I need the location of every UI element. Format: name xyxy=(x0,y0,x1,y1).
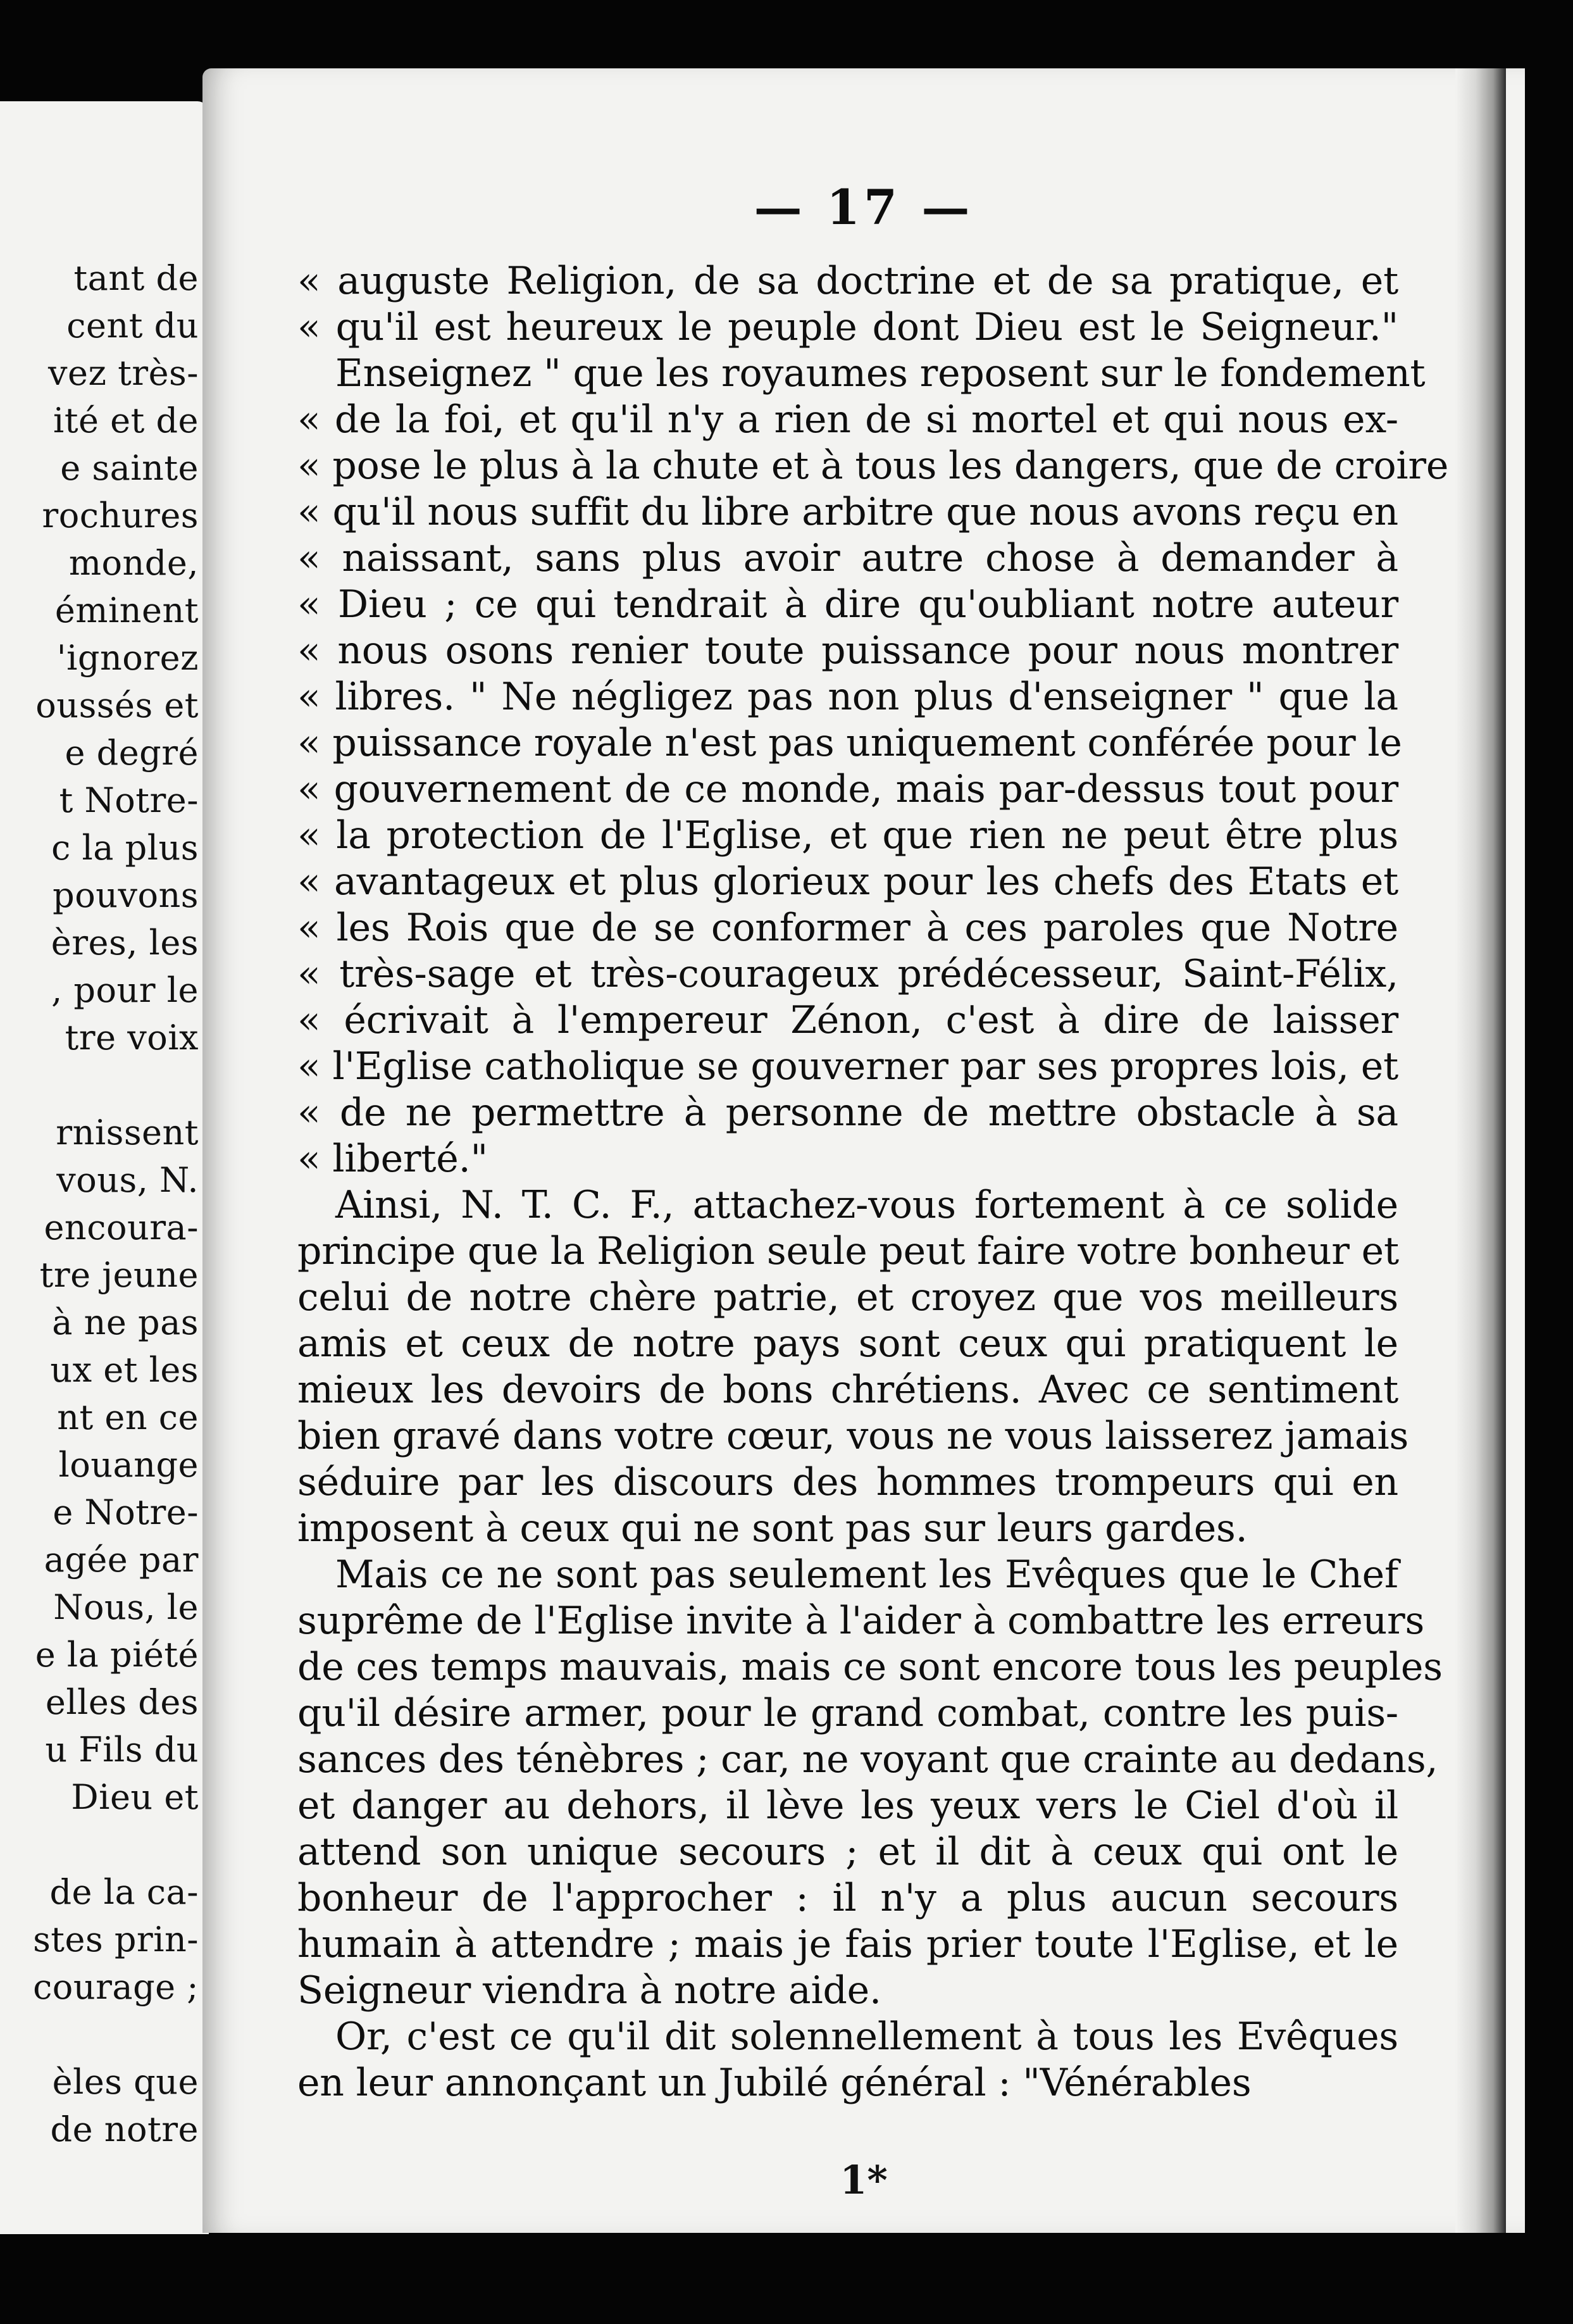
text-line: principe que la Religion seule peut faire votre bonheur et xyxy=(297,1229,1399,1273)
left-page-fragment xyxy=(0,101,209,2234)
text-line: de ces temps mauvais, mais ce sont encore tous les peuples xyxy=(297,1645,1443,1689)
left-page-line: oussés et xyxy=(35,685,199,725)
signature-mark: 1* xyxy=(840,2157,888,2203)
left-page-line: c la plus xyxy=(51,828,199,868)
text-line: « libres. " Ne négligez pas non plus d'enseigner " que la xyxy=(297,675,1398,719)
left-page-line: stes prin- xyxy=(33,1920,199,1959)
left-page-line: elles des xyxy=(45,1682,199,1722)
text-line: « puissance royale n'est pas uniquement conférée pour le xyxy=(297,721,1402,765)
left-page-line: monde, xyxy=(68,543,199,583)
text-line: amis et ceux de notre pays sont ceux qui pratiquent le xyxy=(297,1321,1398,1366)
left-page-line: e degré xyxy=(65,733,199,773)
text-line: Mais ce ne sont pas seulement les Evêques que le Chef xyxy=(335,1552,1398,1597)
left-page-line: 'ignorez xyxy=(56,638,199,678)
page-edge-shadow xyxy=(1455,68,1506,2233)
text-line: qu'il désire armer, pour le grand combat, contre les puis- xyxy=(297,1691,1398,1735)
left-page-line: de la ca- xyxy=(49,1872,199,1912)
text-line: « la protection de l'Eglise, et que rien ne peut être plus xyxy=(297,813,1398,858)
text-line: « qu'il nous suffit du libre arbitre que nous avons reçu en xyxy=(297,490,1398,534)
left-page-line: tre voix xyxy=(65,1018,199,1058)
left-page-line: de notre xyxy=(50,2109,199,2149)
text-line: « qu'il est heureux le peuple dont Dieu est le Seigneur." xyxy=(297,305,1398,349)
text-line: « gouvernement de ce monde, mais par-dessus tout pour xyxy=(297,767,1398,811)
text-line: « l'Eglise catholique se gouverner par ses propres lois, et xyxy=(297,1044,1398,1089)
text-line: « très-sage et très-courageux prédécesseur, Saint-Félix, xyxy=(297,952,1398,996)
left-page-line: pouvons xyxy=(53,875,199,915)
left-page-line: vez très- xyxy=(47,353,199,393)
text-line: « auguste Religion, de sa doctrine et de sa pratique, et xyxy=(297,259,1398,303)
text-line: Seigneur viendra à notre aide. xyxy=(297,1968,881,2013)
left-page-line: nt en ce xyxy=(57,1397,199,1437)
left-page-line: à ne pas xyxy=(52,1303,199,1342)
text-line: humain à attendre ; mais je fais prier toute l'Eglise, et le xyxy=(297,1922,1398,1966)
left-page-line: courage ; xyxy=(33,1967,199,2007)
left-page-line: agée par xyxy=(44,1540,199,1580)
text-line: imposent à ceux qui ne sont pas sur leurs gardes. xyxy=(297,1506,1248,1551)
text-line: Or, c'est ce qu'il dit solennellement à tous les Evêques xyxy=(335,2015,1398,2059)
text-line: celui de notre chère patrie, et croyez que vos meilleurs xyxy=(297,1275,1398,1320)
text-line: « avantageux et plus glorieux pour les chefs des Etats et xyxy=(297,859,1398,904)
text-line: en leur annonçant un Jubilé général : "Vénérables xyxy=(297,2061,1252,2105)
left-page-line: ité et de xyxy=(53,401,199,440)
left-page-line: , pour le xyxy=(51,970,199,1010)
left-page-line: e la piété xyxy=(35,1635,199,1675)
text-line: « naissant, sans plus avoir autre chose à demander à xyxy=(297,536,1398,580)
left-page-line: ères, les xyxy=(51,923,199,963)
text-line: « de la foi, et qu'il n'y a rien de si mortel et qui nous ex- xyxy=(297,397,1398,442)
text-line: et danger au dehors, il lève les yeux vers le Ciel d'où il xyxy=(297,1784,1398,1828)
text-line: séduire par les discours des hommes trompeurs qui en xyxy=(297,1460,1398,1504)
text-line: « les Rois que de se conformer à ces paroles que Notre xyxy=(297,906,1398,950)
text-line: « liberté." xyxy=(297,1137,488,1181)
left-page-line: vous, N. xyxy=(56,1160,199,1200)
left-page-line: e Notre- xyxy=(53,1492,199,1532)
left-page-line: encoura- xyxy=(44,1208,199,1247)
left-page-line: éminent xyxy=(54,590,199,630)
left-page-line: u Fils du xyxy=(45,1730,199,1770)
text-line: sances des ténèbres ; car, ne voyant que crainte au dedans, xyxy=(297,1737,1438,1782)
body-text xyxy=(297,258,1449,2106)
left-page-line: rochures xyxy=(42,496,199,535)
text-line: mieux les devoirs de bons chrétiens. Avec ce sentiment xyxy=(297,1368,1398,1412)
page-number: — 17 — xyxy=(754,179,974,235)
text-line: « écrivait à l'empereur Zénon, c'est à dire de laisser xyxy=(297,998,1398,1042)
text-line: Enseignez " que les royaumes reposent sur le fondement xyxy=(335,351,1426,396)
left-page-line: cent du xyxy=(66,306,199,346)
text-line: bonheur de l'approcher : il n'y a plus aucun secours xyxy=(297,1876,1398,1920)
right-page xyxy=(202,68,1525,2233)
left-page-line: tant de xyxy=(73,258,199,298)
left-page-line: tre jeune xyxy=(39,1255,199,1295)
left-page-line: louange xyxy=(58,1445,199,1485)
left-page-line: èles que xyxy=(52,2062,199,2102)
left-page-line: ux et les xyxy=(50,1350,199,1390)
text-line: « nous osons renier toute puissance pour nous montrer xyxy=(297,628,1398,673)
text-line: « Dieu ; ce qui tendrait à dire qu'oubliant notre auteur xyxy=(297,582,1398,627)
text-line: suprême de l'Eglise invite à l'aider à combattre les erreurs xyxy=(297,1599,1425,1643)
left-page-line: Dieu et xyxy=(71,1777,199,1817)
text-line: Ainsi, N. T. C. F., attachez-vous fortement à ce solide xyxy=(335,1183,1398,1227)
left-page-line: rnissent xyxy=(56,1113,199,1153)
text-line: « de ne permettre à personne de mettre obstacle à sa xyxy=(297,1090,1398,1135)
text-line: « pose le plus à la chute et à tous les dangers, que de croire xyxy=(297,444,1449,488)
text-line: attend son unique secours ; et il dit à ceux qui ont le xyxy=(297,1830,1398,1874)
text-line: bien gravé dans votre cœur, vous ne vous laisserez jamais xyxy=(297,1414,1409,1458)
left-page-line: Nous, le xyxy=(53,1587,199,1627)
left-page-line: t Notre- xyxy=(59,780,199,820)
left-page-line: e sainte xyxy=(60,448,199,488)
